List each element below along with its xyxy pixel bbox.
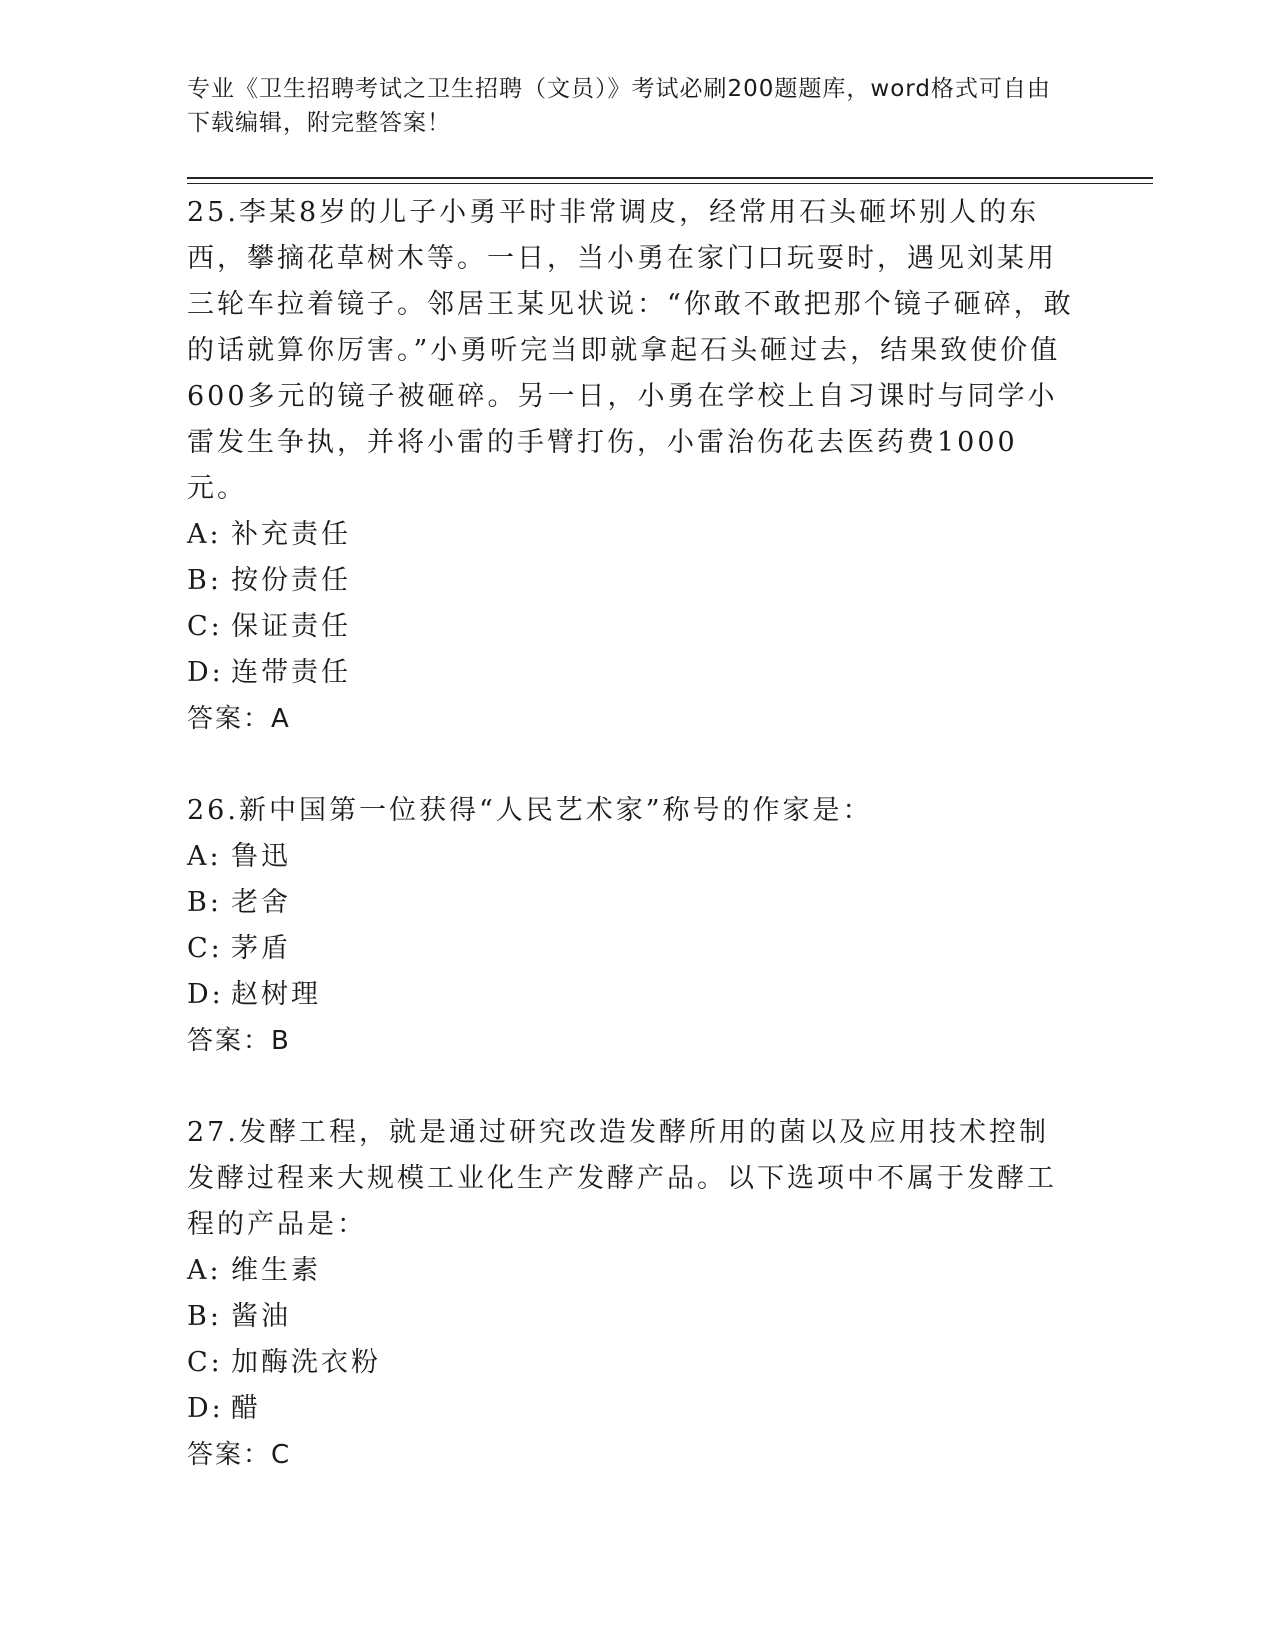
question-spacer bbox=[187, 1064, 1077, 1110]
option-text: 连带责任 bbox=[231, 657, 351, 688]
question-number: 26. bbox=[187, 795, 239, 826]
option-letter: B: bbox=[187, 565, 222, 596]
option-d bbox=[187, 650, 1077, 696]
option-text: 赵树理 bbox=[231, 979, 321, 1010]
question-list bbox=[187, 190, 1077, 1478]
option-d bbox=[187, 972, 1077, 1018]
option-letter: D: bbox=[187, 979, 224, 1010]
option-letter: D: bbox=[187, 657, 224, 688]
option-b bbox=[187, 558, 1077, 604]
answer-line: 答案：A bbox=[187, 704, 291, 734]
option-c bbox=[187, 604, 1077, 650]
question-number: 27. bbox=[187, 1117, 239, 1148]
question-text bbox=[187, 1110, 1077, 1248]
option-a bbox=[187, 512, 1077, 558]
option-a bbox=[187, 1248, 1077, 1294]
question-27 bbox=[187, 1110, 1077, 1478]
option-b bbox=[187, 1294, 1077, 1340]
option-letter: A: bbox=[187, 1255, 222, 1286]
question-text bbox=[187, 190, 1077, 512]
question-25 bbox=[187, 190, 1077, 742]
question-spacer bbox=[187, 742, 1077, 788]
question-body: 李某8岁的儿子小勇平时非常调皮，经常用石头砸坏别人的东西，攀摘花草树木等。一日，当小勇在家门口玩耍时，遇见刘某用三轮车拉着镜子。邻居王某见状说：“你敢不敢把那个镜子砸碎，敢的话就算你厉害。”小勇听完当即就拿起石头砸过去，结果致使价值600多元的镜子被砸碎。另一日，小勇在学校上自习课时与同学小雷发生争执，并将小雷的手臂打伤，小雷治伤花去医药费1000元。 bbox=[187, 197, 1074, 504]
option-text: 茅盾 bbox=[231, 933, 291, 964]
option-letter: C: bbox=[187, 933, 223, 964]
option-text: 维生素 bbox=[231, 1255, 321, 1286]
option-letter: B: bbox=[187, 887, 222, 918]
document-header: 专业《卫生招聘考试之卫生招聘（文员）》考试必刷200题题库，word格式可自由下载编辑，附完整答案！ bbox=[187, 76, 1051, 136]
option-c bbox=[187, 926, 1077, 972]
answer-line: 答案：B bbox=[187, 1026, 291, 1056]
option-letter: C: bbox=[187, 1347, 223, 1378]
option-text: 加酶洗衣粉 bbox=[231, 1347, 381, 1378]
question-number: 25. bbox=[187, 197, 239, 228]
header-divider-thin bbox=[187, 183, 1153, 184]
option-text: 酱油 bbox=[231, 1301, 291, 1332]
question-text bbox=[187, 788, 1077, 834]
question-body: 新中国第一位获得“人民艺术家”称号的作家是： bbox=[238, 795, 873, 826]
option-letter: A: bbox=[187, 519, 222, 550]
option-b bbox=[187, 880, 1077, 926]
option-text: 按份责任 bbox=[231, 565, 351, 596]
option-text: 老舍 bbox=[231, 887, 291, 918]
answer-line: 答案：C bbox=[187, 1440, 292, 1470]
option-letter: B: bbox=[187, 1301, 222, 1332]
header-divider-thick bbox=[187, 177, 1153, 179]
option-d bbox=[187, 1386, 1077, 1432]
option-text: 保证责任 bbox=[231, 611, 351, 642]
option-letter: D: bbox=[187, 1393, 224, 1424]
option-letter: C: bbox=[187, 611, 223, 642]
question-body: 发酵工程，就是通过研究改造发酵所用的菌以及应用技术控制发酵过程来大规模工业化生产发酵产品。以下选项中不属于发酵工程的产品是： bbox=[187, 1117, 1057, 1240]
option-text: 鲁迅 bbox=[231, 841, 291, 872]
option-letter: A: bbox=[187, 841, 222, 872]
option-text: 醋 bbox=[231, 1393, 261, 1424]
option-c bbox=[187, 1340, 1077, 1386]
option-a bbox=[187, 834, 1077, 880]
option-text: 补充责任 bbox=[231, 519, 351, 550]
question-26 bbox=[187, 788, 1077, 1064]
